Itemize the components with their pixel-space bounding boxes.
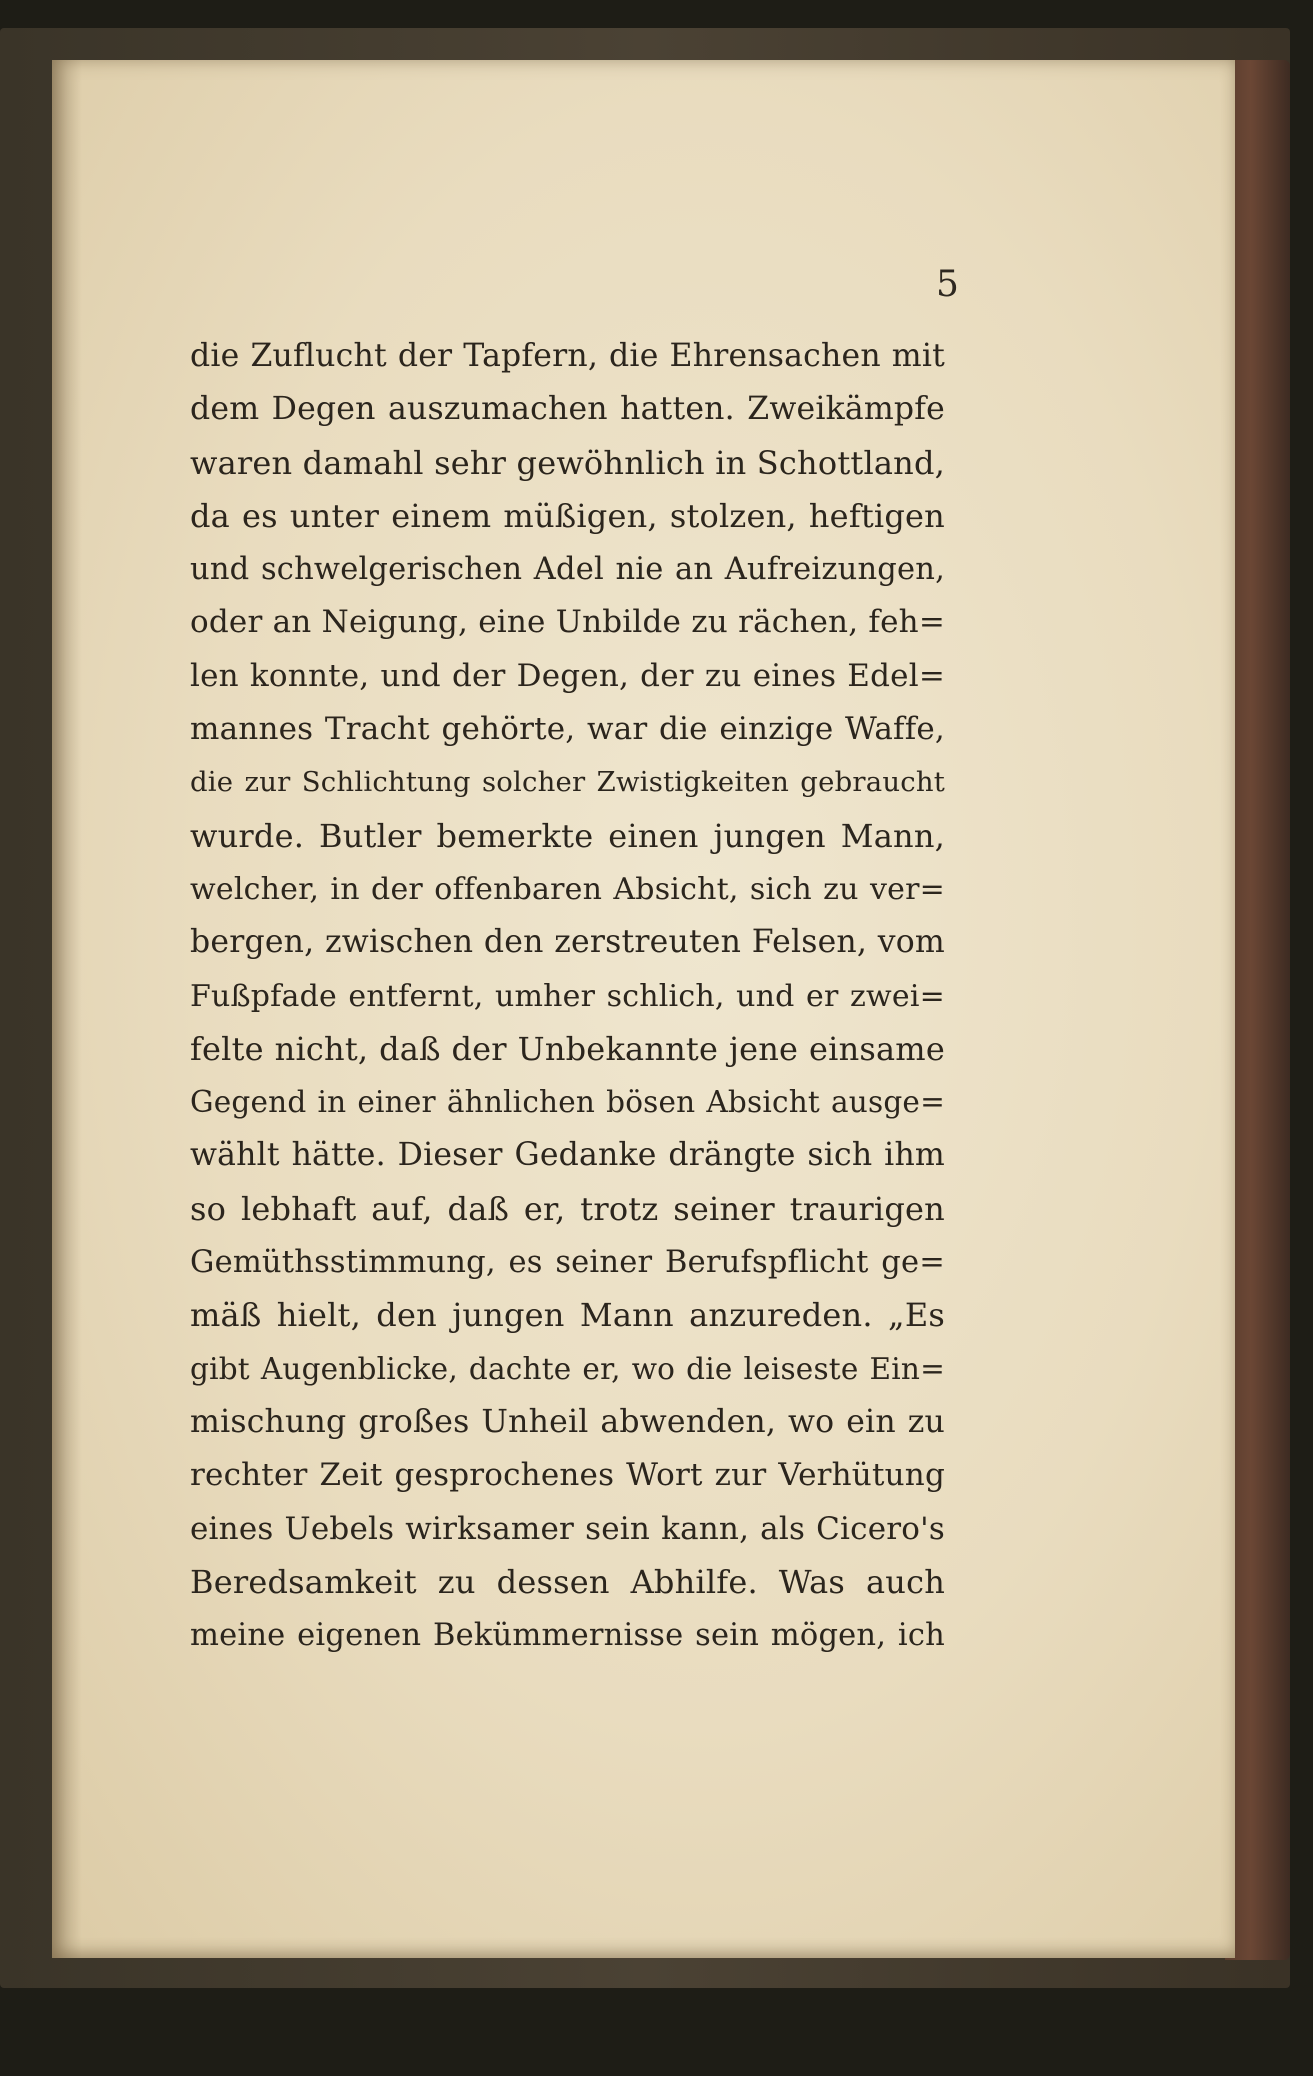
text-line: mäß hielt, den jungen Mann anzureden. „Es xyxy=(190,1296,945,1335)
text-line: Gemüthsstimmung, es seiner Berufspflicht ge= xyxy=(190,1245,945,1281)
text-line: felte nicht, daß der Unbekannte jene einsame xyxy=(190,1029,945,1068)
text-line: welcher, in der offenbaren Absicht, sich zu ver= xyxy=(190,871,945,907)
text-line: meine eigenen Bekümmernisse sein mögen, ich xyxy=(190,1618,945,1654)
text-line: wurde. Butler bemerkte einen jungen Mann, xyxy=(190,816,945,855)
text-line: Beredsamkeit zu dessen Abhilfe. Was auch xyxy=(190,1562,945,1601)
text-line: dem Degen auszumachen hatten. Zweikämpfe xyxy=(190,391,945,428)
text-line: wählt hätte. Dieser Gedanke drängte sich ihm xyxy=(190,1137,945,1174)
text-line: len konnte, und der Degen, der zu eines Edel= xyxy=(190,657,945,694)
text-line: eines Uebels wirksamer sein kann, als Cicero's xyxy=(190,1510,945,1547)
text-line: rechter Zeit gesprochenes Wort zur Verhütung xyxy=(190,1457,945,1494)
page-text xyxy=(190,330,945,1662)
text-line: mannes Tracht gehörte, war die einzige Waffe, xyxy=(190,711,945,748)
text-line: die Zuflucht der Tapfern, die Ehrensachen mit xyxy=(190,338,945,374)
text-line: oder an Neigung, eine Unbilde zu rächen, feh= xyxy=(190,604,945,641)
text-line: gibt Augenblicke, dachte er, wo die leiseste Ein= xyxy=(190,1351,945,1386)
text-line: die zur Schlichtung solcher Zwistigkeiten gebraucht xyxy=(190,766,945,799)
text-line: so lebhaft auf, daß er, trotz seiner traurigen xyxy=(190,1189,945,1228)
text-line: da es unter einem müßigen, stolzen, heftigen xyxy=(190,496,945,535)
text-line: bergen, zwischen den zerstreuten Felsen, vom xyxy=(190,924,945,961)
text-line: waren damahl sehr gewöhnlich in Schottland, xyxy=(190,443,945,482)
text-line: und schwelgerischen Adel nie an Aufreizungen, xyxy=(190,552,945,588)
text-line: mischung großes Unheil abwenden, wo ein zu xyxy=(190,1403,945,1440)
text-line: Fußpfade entfernt, umher schlich, und er zwei= xyxy=(190,978,945,1014)
text-line: Gegend in einer ähnlichen bösen Absicht ausge= xyxy=(190,1085,945,1120)
page-number: 5 xyxy=(936,264,959,305)
